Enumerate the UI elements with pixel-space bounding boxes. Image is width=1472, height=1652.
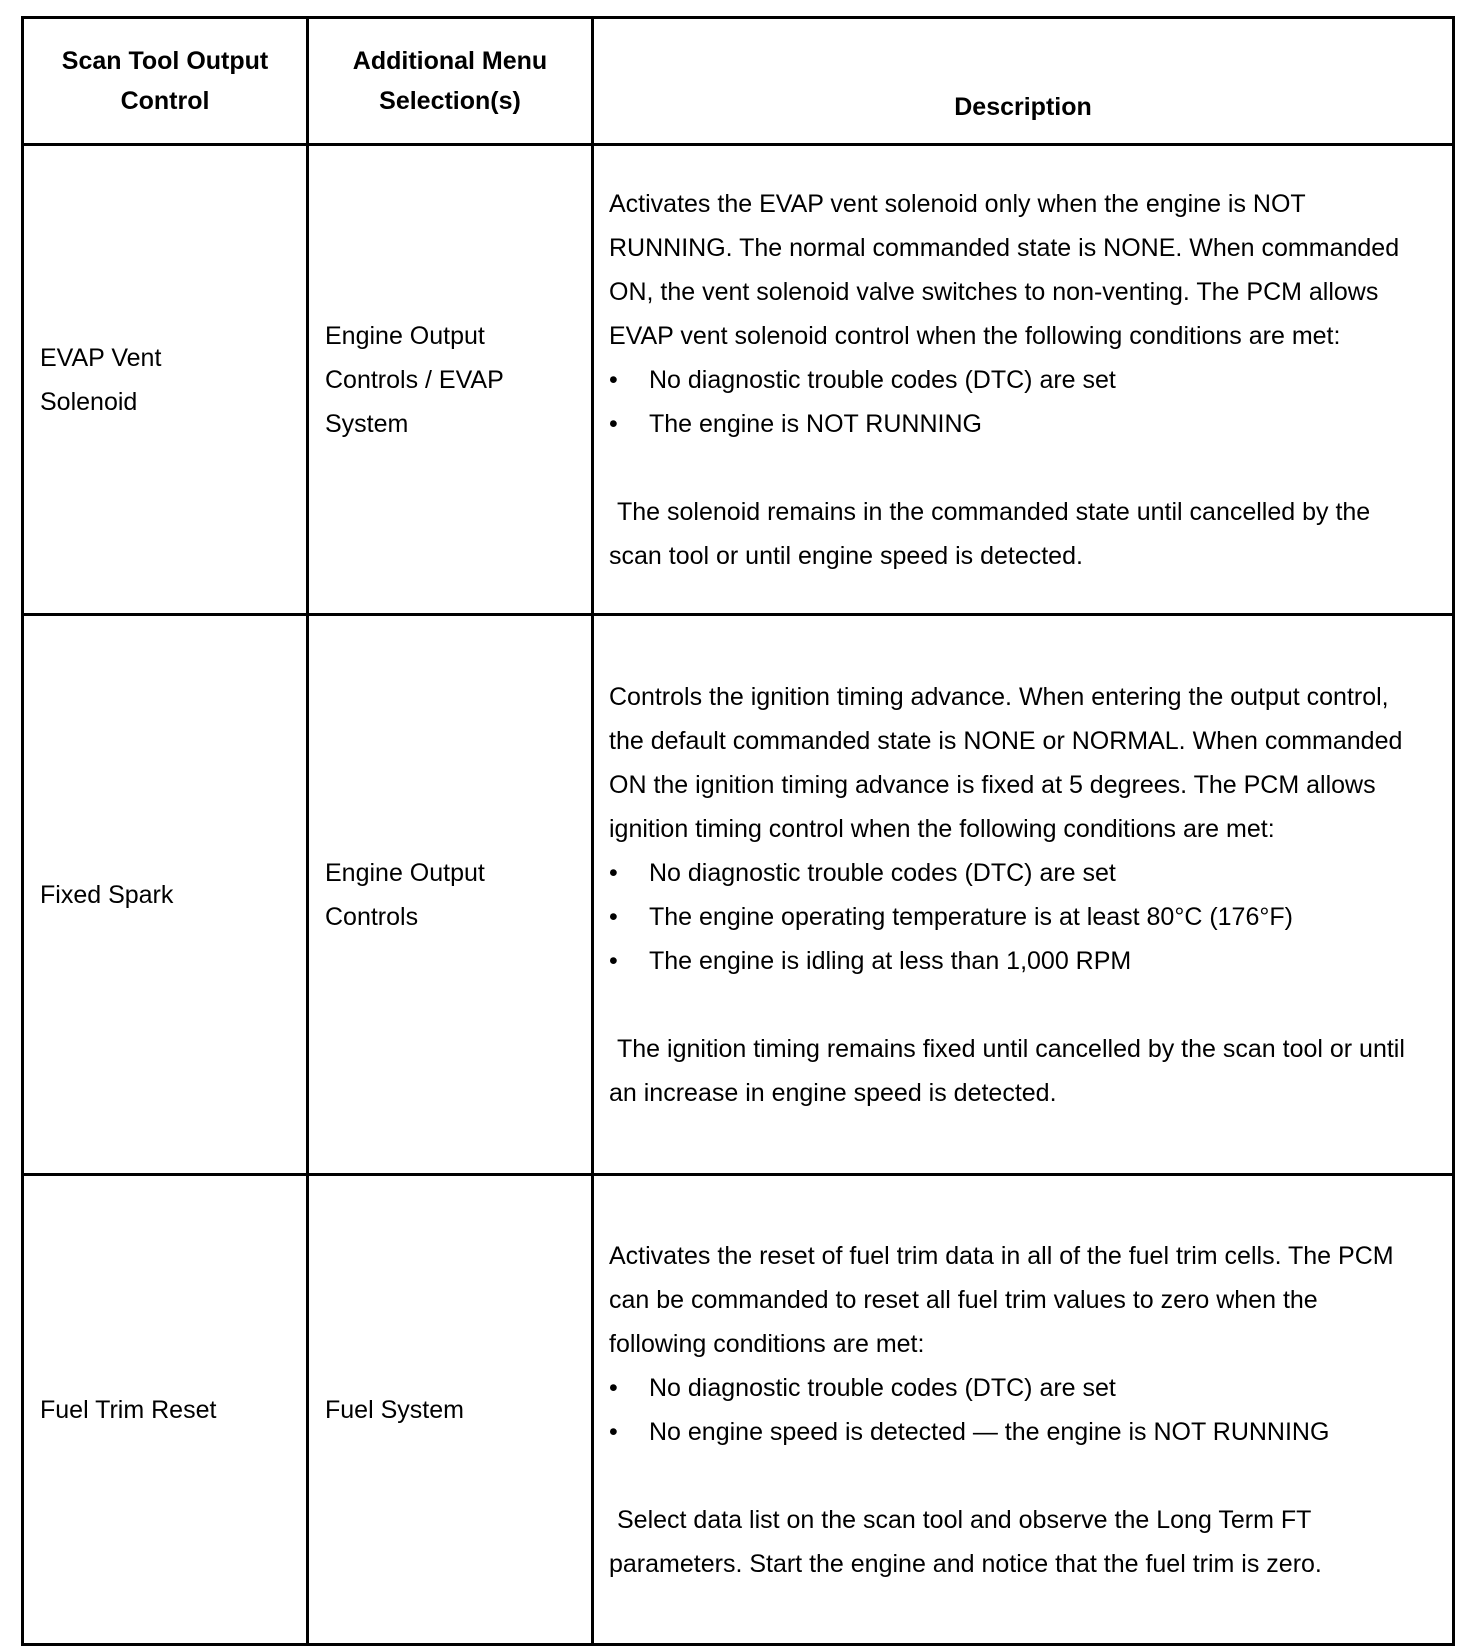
table-row [23,615,1454,1175]
header-additional-menu-selections: Additional Menu Selection(s) [308,18,593,145]
menu-cell: Fuel System [308,1175,593,1645]
control-cell: EVAP Vent Solenoid [23,145,308,615]
description-outro: The solenoid remains in the commanded state until cancelled by the scan tool or until engine speed is detected. [609,497,1371,570]
control-cell: Fixed Spark [23,615,308,1175]
bullet-icon: • [609,946,618,975]
description-cell [593,1175,1454,1645]
menu-cell: Engine Output Controls [308,615,593,1175]
control-cell: Fuel Trim Reset [23,1175,308,1645]
bullet-icon: • [609,1417,618,1446]
condition-list-item: • The engine is idling at less than 1,000 RPM [609,939,1412,983]
table-row [23,145,1454,615]
condition-list-item: • No diagnostic trouble codes (DTC) are set [609,1366,1412,1410]
header-scan-tool-output-control: Scan Tool Output Control [23,18,308,145]
bullet-icon: • [609,1373,618,1402]
bullet-icon: • [609,365,618,394]
description-outro: The ignition timing remains fixed until cancelled by the scan tool or until an increase in engine speed is detected. [609,1034,1405,1107]
condition-list-item: • No diagnostic trouble codes (DTC) are set [609,851,1412,895]
description-cell [593,615,1454,1175]
table-row [23,1175,1454,1645]
condition-list-item: • No engine speed is detected — the engine is NOT RUNNING [609,1410,1412,1454]
description-intro: Controls the ignition timing advance. When entering the output control, the default commanded state is NONE or NORMAL. When commanded ON the ignition timing advance is fixed at 5 degrees. The PCM allows ignition timing control when the following conditions are met: [609,682,1403,843]
header-row [23,18,1454,145]
condition-list-item: • The engine is NOT RUNNING [609,402,1412,446]
description-intro: Activates the reset of fuel trim data in all of the fuel trim cells. The PCM can be commanded to reset all fuel trim values to zero when the following conditions are met: [609,1241,1394,1358]
condition-list-item: • No diagnostic trouble codes (DTC) are set [609,358,1412,402]
condition-list-item: • The engine operating temperature is at least 80°C (176°F) [609,895,1412,939]
description-intro: Activates the EVAP vent solenoid only when the engine is NOT RUNNING. The normal commanded state is NONE. When commanded ON, the vent solenoid valve switches to non-venting. The PCM allows EVAP vent solenoid control when the following conditions are met: [609,189,1400,350]
bullet-icon: • [609,902,618,931]
bullet-icon: • [609,858,618,887]
description-outro: Select data list on the scan tool and observe the Long Term FT parameters. Start the engine and notice that the fuel trim is zero. [609,1505,1322,1578]
bullet-icon: • [609,409,618,438]
menu-cell: Engine Output Controls / EVAP System [308,145,593,615]
header-description: Description [593,18,1454,145]
description-cell [593,145,1454,615]
output-controls-table [21,16,1455,1646]
